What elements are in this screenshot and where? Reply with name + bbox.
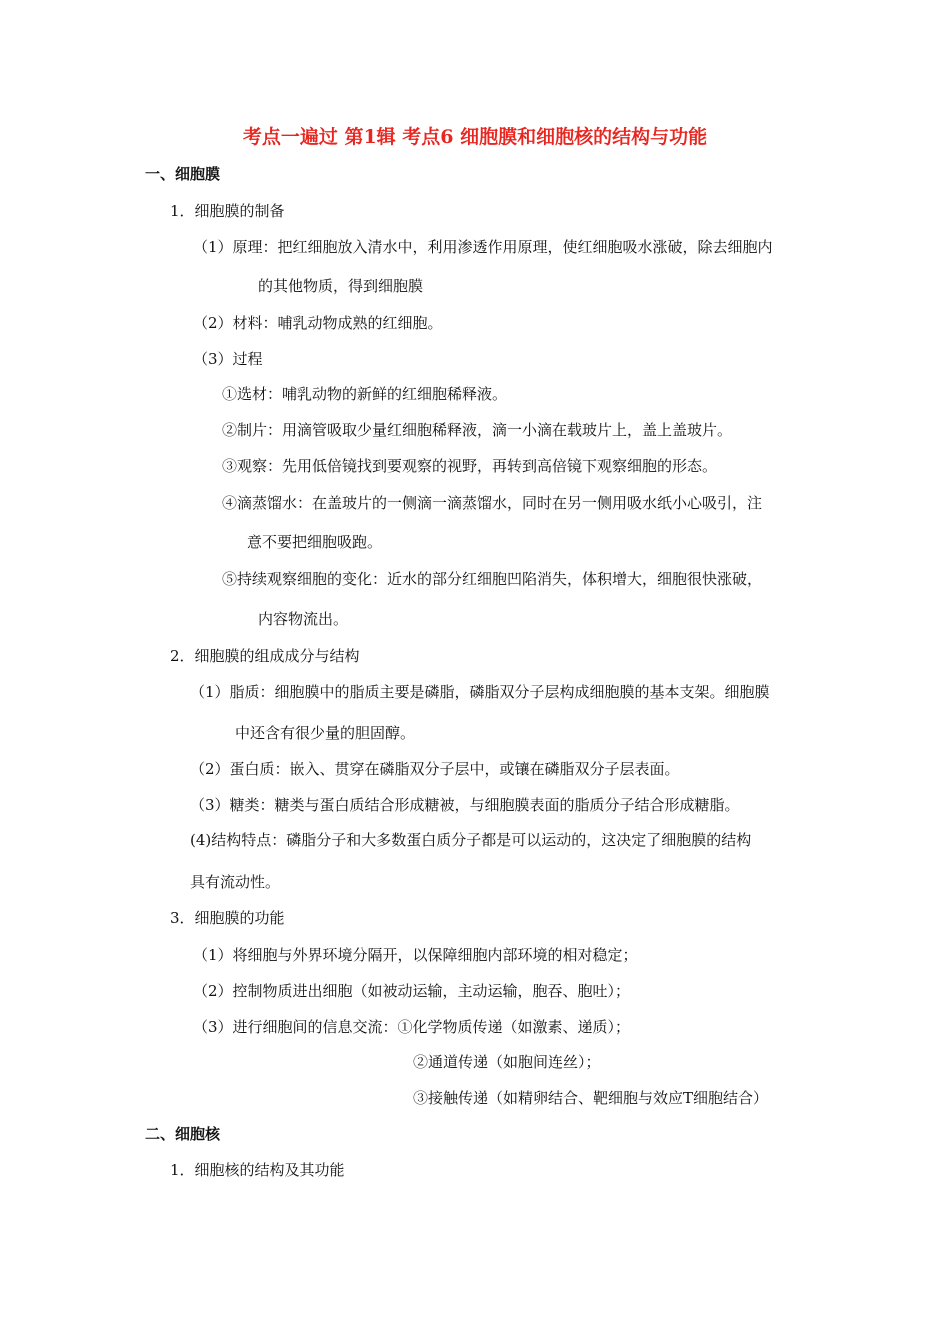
step-water-cont: 意不要把细胞吸跑。 [247,533,383,551]
paragraph-control: （2）控制物质进出细胞（如被动运输，主动运输，胞吞、胞吐）； [193,982,631,1000]
paragraph-communication: （3）进行细胞间的信息交流：①化学物质传递（如激素、递质）； [193,1018,631,1036]
paragraph-separate: （1）将细胞与外界环境分隔开，以保障细胞内部环境的相对稳定； [193,946,638,964]
paragraph-communication-contact: ③接触传递（如精卵结合、靶细胞与效应T细胞结合） [413,1089,769,1107]
subheading-preparation: 1．细胞膜的制备 [170,202,285,220]
section-heading-nucleus: 二、细胞核 [145,1125,221,1143]
paragraph-process: （3）过程 [193,350,263,368]
paragraph-structure: (4)结构特点：磷脂分子和大多数蛋白质分子都是可以运动的，这决定了细胞膜的结构 [190,831,752,849]
subheading-nucleus-structure: 1．细胞核的结构及其功能 [170,1161,345,1179]
paragraph-lipid: （1）脂质：细胞膜中的脂质主要是磷脂，磷脂双分子层构成细胞膜的基本支架。细胞膜 [190,683,770,701]
step-observe: ③观察：先用低倍镜找到要观察的视野，再转到高倍镜下观察细胞的形态。 [222,457,718,475]
paragraph-lipid-cont: 中还含有很少量的胆固醇。 [235,724,416,742]
page-title: 考点一遍过 第1辑 考点6 细胞膜和细胞核的结构与功能 [242,126,708,148]
step-continue: ⑤持续观察细胞的变化：近水的部分红细胞凹陷消失，体积增大，细胞很快涨破， [222,570,763,588]
paragraph-protein: （2）蛋白质：嵌入、贯穿在磷脂双分子层中，或镶在磷脂双分子层表面。 [190,760,680,778]
step-slide: ②制片：用滴管吸取少量红细胞稀释液，滴一小滴在载玻片上，盖上盖玻片。 [222,421,733,439]
paragraph-material: （2）材料：哺乳动物成熟的红细胞。 [193,314,443,332]
step-continue-cont: 内容物流出。 [258,610,349,628]
subheading-composition: 2．细胞膜的组成成分与结构 [170,647,360,665]
paragraph-principle-cont: 的其他物质，得到细胞膜 [258,277,424,295]
paragraph-communication-channel: ②通道传递（如胞间连丝）； [413,1053,601,1071]
paragraph-principle: （1）原理：把红细胞放入清水中，利用渗透作用原理，使红细胞吸水涨破，除去细胞内 [193,238,773,256]
section-heading-membrane: 一、细胞膜 [145,165,221,183]
paragraph-structure-cont: 具有流动性。 [190,873,281,891]
step-select: ①选材：哺乳动物的新鲜的红细胞稀释液。 [222,385,508,403]
subheading-function: 3．细胞膜的功能 [170,909,285,927]
paragraph-sugar: （3）糖类：糖类与蛋白质结合形成糖被，与细胞膜表面的脂质分子结合形成糖脂。 [190,796,740,814]
step-water: ④滴蒸馏水：在盖玻片的一侧滴一滴蒸馏水，同时在另一侧用吸水纸小心吸引，注 [222,494,763,512]
